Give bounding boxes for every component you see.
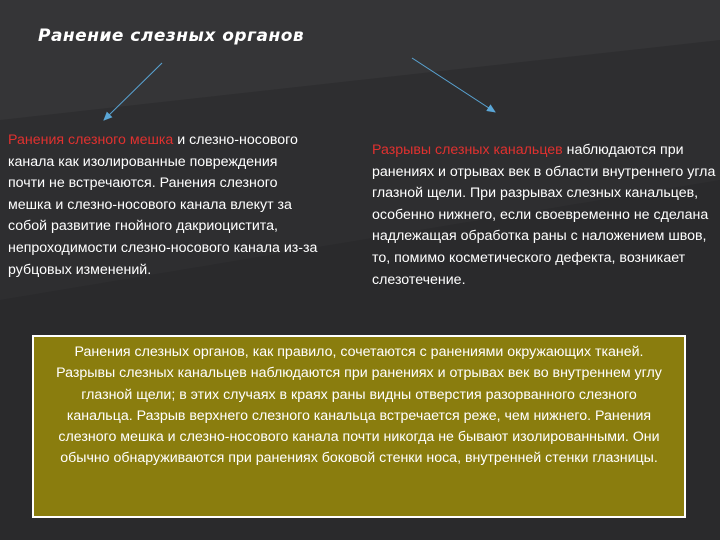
left-highlight: Ранения слезного мешка — [8, 132, 174, 148]
summary-box — [32, 335, 686, 518]
summary-text: Ранения слезных органов, как правило, сочетаются с ранениями окружающих тканей. Разрывы слезных канальцев наблюдаются при ранениях и отрывах век во внутреннем углу глазной щели; в этих случаях в краях раны видны отверстия разорванного слезного канальца. Разрыв верхнего слезного канальца встречается реже, чем нижнего. Ранения слезного мешка и слезно-носового канала почти никогда не бывают изолированными. Они обычно обнаруживаются при ранениях боковой стенки носа, внутренней стенки глазницы. — [56, 344, 662, 467]
right-text: наблюдаются при ранениях и отрывах век в области внутреннего угла глазной щели. При разрывах слезных канальцев, особенно нижнего, если своевременно не сделана надлежащая обработка раны с наложением швов, то, помимо косметического дефекта, возникает слезотечение. — [372, 142, 716, 288]
right-highlight: Разрывы слезных канальцев — [372, 142, 563, 158]
right-text-block — [372, 140, 717, 291]
arrow-right — [412, 58, 495, 112]
slide-title: Ранение слезных органов — [38, 26, 305, 46]
left-text: и слезно-носового канала как изолированные повреждения почти не встречаются. Ранения слезного мешка и слезно-носового канала влекут за собой развитие гнойного дакриоцистита, непроходимости слезно-носового канала из-за рубцовых изменений. — [8, 132, 318, 278]
arrow-left — [104, 63, 162, 120]
left-text-block — [8, 130, 318, 281]
